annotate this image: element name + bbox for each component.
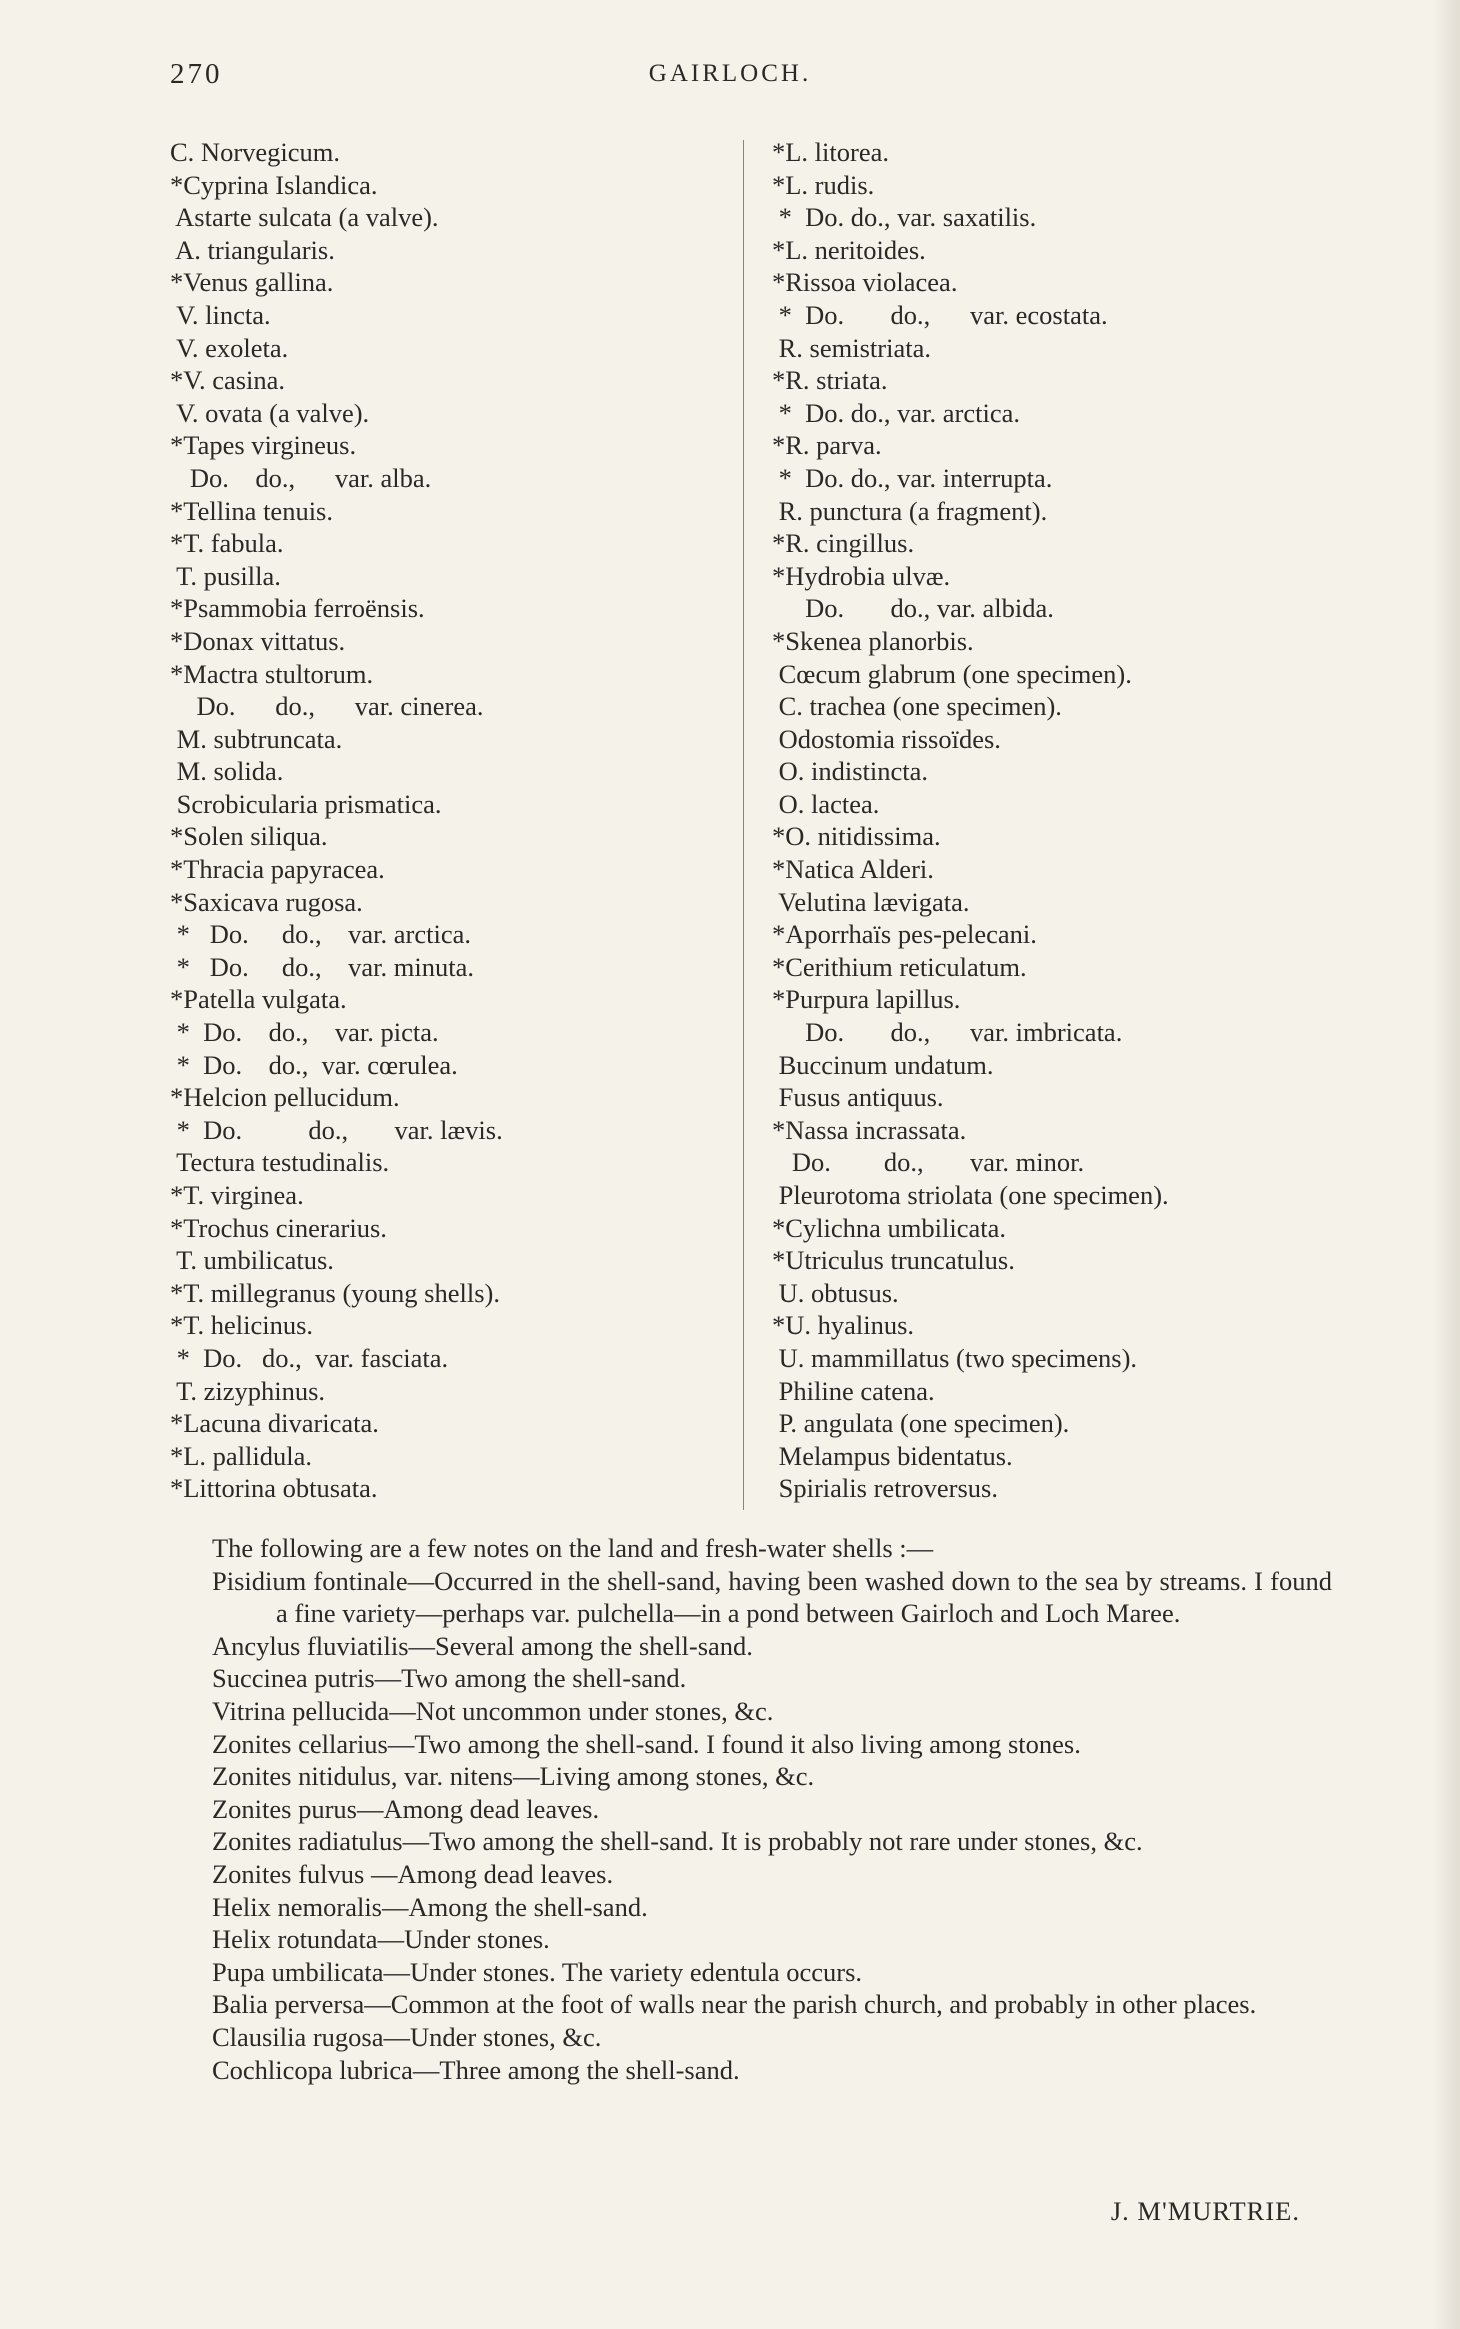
species-entry: *Natica Alderi. xyxy=(772,854,934,885)
species-entry: *Tellina tenuis. xyxy=(170,495,333,526)
species-entry: * Do. do., var. arctica. xyxy=(772,397,1020,428)
species-entry: *V. casina. xyxy=(170,365,286,396)
species-entry: *Thracia papyracea. xyxy=(170,854,385,885)
column-divider xyxy=(743,140,744,1510)
species-entry: *R. parva. xyxy=(772,430,882,461)
shell-note: Clausilia rugosa—Under stones, &c. xyxy=(212,2021,602,2052)
species-entry: *Patella vulgata. xyxy=(170,984,347,1015)
species-entry: *L. rudis. xyxy=(772,169,875,200)
notes-intro: The following are a few notes on the land and fresh-water shells :— xyxy=(212,1533,934,1563)
species-entry: *O. nitidissima. xyxy=(772,821,941,852)
species-entry: * Do. do., var. saxatilis. xyxy=(772,202,1037,233)
species-entry: *Trochus cinerarius. xyxy=(170,1212,387,1243)
page-header xyxy=(0,58,1460,98)
shell-note: Succinea putris—Two among the shell-sand. xyxy=(212,1663,687,1694)
species-entry: Do. do., var. imbricata. xyxy=(772,1017,1123,1048)
land-shell-notes xyxy=(170,1532,1332,2086)
page-edge-shadow xyxy=(1432,0,1460,2329)
species-entry: * Do. do., var. picta. xyxy=(170,1017,439,1048)
species-entry: Philine catena. xyxy=(772,1375,935,1406)
species-entry: U. obtusus. xyxy=(772,1277,899,1308)
shell-note: Cochlicopa lubrica—Three among the shell-sand. xyxy=(212,2054,740,2085)
species-entry: *L. pallidula. xyxy=(170,1440,313,1471)
shell-note: Zonites purus—Among dead leaves. xyxy=(212,1793,600,1824)
species-entry: M. subtruncata. xyxy=(170,723,343,754)
shell-note: Pupa umbilicata—Under stones. The variety edentula occurs. xyxy=(212,1956,863,1987)
shell-note: Pisidium fontinale—Occurred in the shell-sand, having been washed down to the sea by streams. I found a fine variety—perhaps var. pulchella—in a pond between Gairloch and Loch Maree. xyxy=(212,1565,1332,1629)
species-entry: *Tapes virgineus. xyxy=(170,430,357,461)
species-entry: *Psammobia ferroënsis. xyxy=(170,593,425,624)
species-entry: * Do. do., var. minuta. xyxy=(170,951,474,982)
species-entry: Do. do., var. cinerea. xyxy=(170,691,484,722)
shell-note: Zonites radiatulus—Two among the shell-sand. It is probably not rare under stones, &c. xyxy=(212,1826,1143,1857)
species-entry: Pleurotoma striolata (one specimen). xyxy=(772,1180,1169,1210)
species-entry: Buccinum undatum. xyxy=(772,1049,994,1080)
species-entry: Velutina lævigata. xyxy=(772,886,970,917)
species-entry: *Purpura lapillus. xyxy=(772,984,961,1015)
species-entry: Do. do., var. minor. xyxy=(772,1147,1085,1178)
species-entry: *Nassa incrassata. xyxy=(772,1114,967,1145)
shell-note: Balia perversa—Common at the foot of walls near the parish church, and probably in other places. xyxy=(212,1989,1257,2020)
species-entry: *R. striata. xyxy=(772,365,888,396)
species-entry: T. zizyphinus. xyxy=(170,1375,326,1406)
species-entry: A. triangularis. xyxy=(170,234,335,265)
species-entry: T. pusilla. xyxy=(170,560,281,591)
species-entry: *U. hyalinus. xyxy=(772,1310,915,1341)
species-entry: Fusus antiquus. xyxy=(772,1082,944,1113)
species-entry: Do. do., var. albida. xyxy=(772,593,1054,624)
species-entry: * Do. do., var. lævis. xyxy=(170,1114,503,1145)
shell-note: Vitrina pellucida—Not uncommon under stones, &c. xyxy=(212,1695,774,1726)
species-entry: * Do. do., var. interrupta. xyxy=(772,462,1053,493)
species-entry: Astarte sulcata (a valve). xyxy=(170,202,439,233)
species-entry: *Cylichna umbilicata. xyxy=(772,1212,1007,1243)
species-entry: *L. litorea. xyxy=(772,137,889,167)
species-entry: *Helcion pellucidum. xyxy=(170,1082,400,1113)
species-entry: * Do. do., var. arctica. xyxy=(170,919,471,950)
species-entry: V. ovata (a valve). xyxy=(170,397,370,428)
species-entry: Do. do., var. alba. xyxy=(170,462,432,493)
species-entry: C. trachea (one specimen). xyxy=(772,691,1062,722)
species-entry: R. punctura (a fragment). xyxy=(772,495,1048,526)
shell-note: Zonites cellarius—Two among the shell-sand. I found it also living among stones. xyxy=(212,1728,1081,1759)
species-list-right xyxy=(772,136,1412,1505)
species-entry: V. lincta. xyxy=(170,299,271,330)
species-entry: *Lacuna divaricata. xyxy=(170,1408,379,1439)
shell-note: Helix nemoralis—Among the shell-sand. xyxy=(212,1891,648,1922)
species-entry: U. mammillatus (two specimens). xyxy=(772,1342,1138,1373)
species-entry: * Do. do., var. ecostata. xyxy=(772,299,1108,330)
species-entry: *Littorina obtusata. xyxy=(170,1473,378,1504)
species-entry: * Do. do., var. fasciata. xyxy=(170,1342,449,1373)
shell-note: Zonites fulvus —Among dead leaves. xyxy=(212,1858,614,1889)
species-entry: *Donax vittatus. xyxy=(170,625,346,656)
species-entry: *Solen siliqua. xyxy=(170,821,328,852)
shell-note: Helix rotundata—Under stones. xyxy=(212,1924,550,1955)
shell-note: Zonites nitidulus, var. nitens—Living among stones, &c. xyxy=(212,1761,815,1792)
species-entry: *L. neritoides. xyxy=(772,234,926,265)
species-entry: *T. virginea. xyxy=(170,1180,304,1210)
species-entry: *Cyprina Islandica. xyxy=(170,169,378,200)
species-entry: *Cerithium reticulatum. xyxy=(772,951,1027,982)
author-signature: J. M'MURTRIE. xyxy=(1110,2196,1300,2226)
species-list-left xyxy=(170,136,730,1505)
species-entry: *T. fabula. xyxy=(170,528,284,559)
species-entry: *R. cingillus. xyxy=(772,528,915,559)
species-entry: T. umbilicatus. xyxy=(170,1245,334,1276)
species-entry: Odostomia rissoïdes. xyxy=(772,723,1001,754)
species-entry: *T. millegranus (young shells). xyxy=(170,1277,500,1308)
running-title: GAIRLOCH. xyxy=(648,60,812,87)
species-entry: Cœcum glabrum (one specimen). xyxy=(772,658,1132,689)
shell-note: Ancylus fluviatilis—Several among the shell-sand. xyxy=(212,1630,753,1661)
species-entry: *T. helicinus. xyxy=(170,1310,314,1341)
species-entry: R. semistriata. xyxy=(772,332,931,363)
species-entry: *Rissoa violacea. xyxy=(772,267,958,298)
page-number: 270 xyxy=(170,58,223,90)
species-entry: *Saxicava rugosa. xyxy=(170,886,363,917)
species-entry: *Skenea planorbis. xyxy=(772,625,974,656)
species-entry: C. Norvegicum. xyxy=(170,137,341,167)
species-entry: *Mactra stultorum. xyxy=(170,658,374,689)
species-entry: O. lactea. xyxy=(772,788,880,819)
species-entry: *Aporrhaïs pes-pelecani. xyxy=(772,919,1037,950)
species-entry: P. angulata (one specimen). xyxy=(772,1408,1070,1439)
species-entry: V. exoleta. xyxy=(170,332,289,363)
species-entry: * Do. do., var. cœrulea. xyxy=(170,1049,458,1080)
species-entry: Tectura testudinalis. xyxy=(170,1147,390,1178)
species-entry: Melampus bidentatus. xyxy=(772,1440,1013,1471)
species-entry: Spirialis retroversus. xyxy=(772,1473,998,1504)
species-entry: *Venus gallina. xyxy=(170,267,334,298)
species-entry: Scrobicularia prismatica. xyxy=(170,788,442,819)
species-entry: O. indistincta. xyxy=(772,756,929,787)
species-entry: *Utriculus truncatulus. xyxy=(772,1245,1015,1276)
species-entry: *Hydrobia ulvæ. xyxy=(772,560,951,591)
species-entry: M. solida. xyxy=(170,756,284,787)
